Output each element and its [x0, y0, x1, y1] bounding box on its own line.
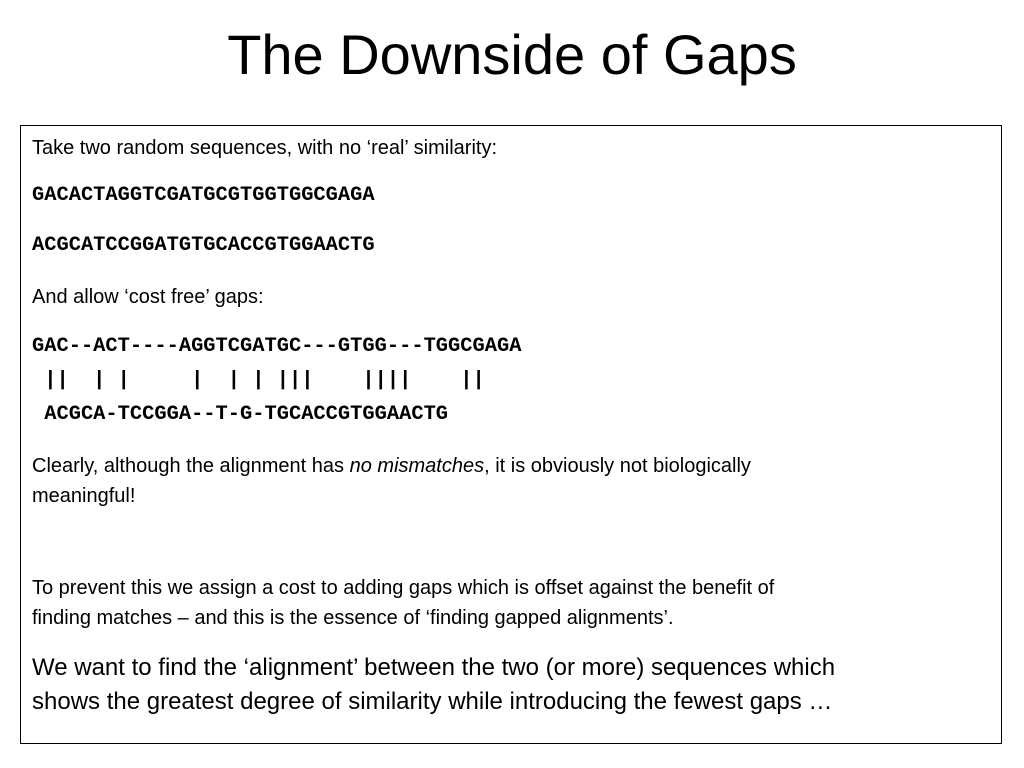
clearly-text-start: Clearly, although the alignment has: [32, 455, 350, 477]
prevent-text-line-1: To prevent this we assign a cost to adding gaps which is offset against the benefit of: [32, 577, 775, 599]
prevent-text-line-2: finding matches – and this is the essence of ‘finding gapped alignments’.: [32, 607, 674, 629]
clearly-text-line-2: meaningful!: [32, 485, 136, 507]
intro-text: Take two random sequences, with no ‘real’ similarity:: [32, 137, 498, 159]
alignment-top-line: GAC--ACT----AGGTCGATGC---GTGG---TGGCGAGA: [32, 335, 522, 358]
alignment-bottom-line: ACGCA-TCCGGA--T-G-TGCACCGTGGAACTG: [32, 403, 449, 426]
slide-title: The Downside of Gaps: [227, 23, 797, 86]
alignment-match-line: || | | | | | ||| |||| ||: [32, 369, 485, 392]
goal-text-line-1: We want to find the ‘alignment’ between the two (or more) sequences which: [32, 654, 836, 681]
goal-text-line-2: shows the greatest degree of similarity while introducing the fewest gaps …: [32, 688, 833, 715]
content-box: [20, 125, 1002, 744]
clearly-text-line-1: [32, 451, 751, 481]
gaps-intro-text: And allow ‘cost free’ gaps:: [32, 286, 264, 308]
sequence-1: GACACTAGGTCGATGCGTGGTGGCGAGA: [32, 184, 375, 207]
clearly-text-end: , it is obviously not biologically: [484, 455, 751, 477]
no-mismatches-emphasis: no mismatches: [349, 455, 485, 477]
sequence-2: ACGCATCCGGATGTGCACCGTGGAACTG: [32, 234, 375, 257]
